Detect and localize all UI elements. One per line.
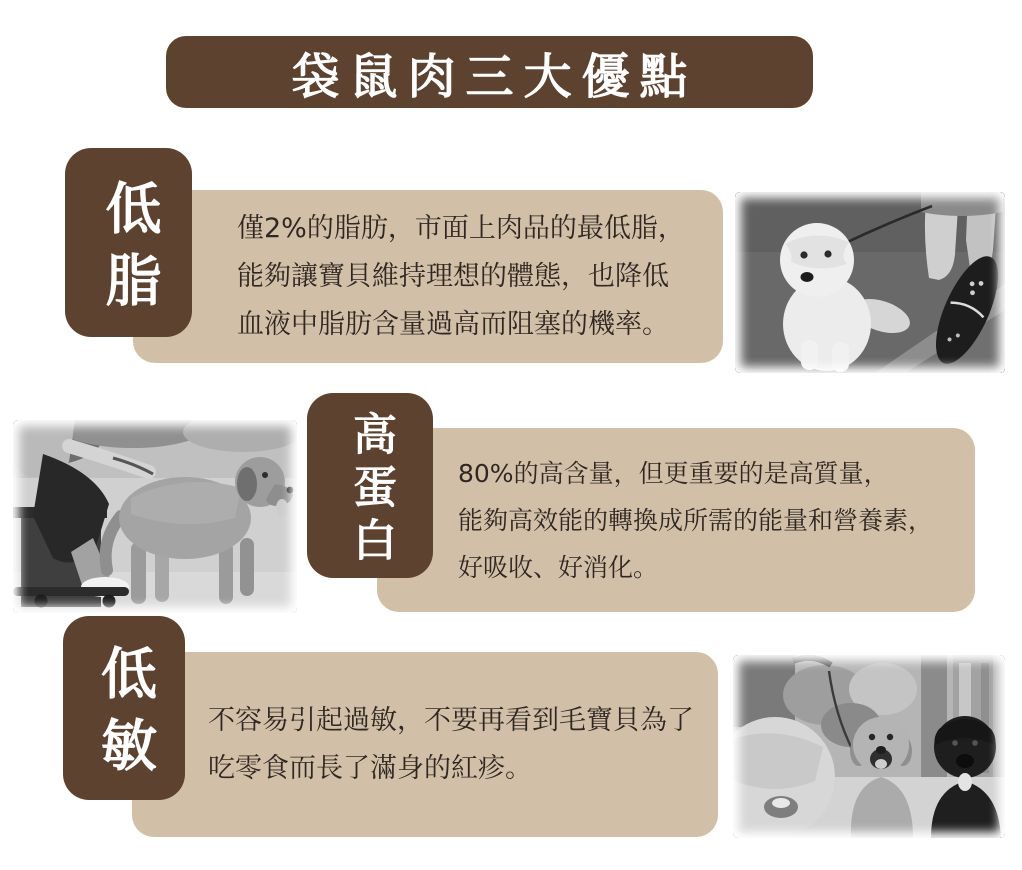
body-text-line: 好吸收、好消化。 [458,552,659,582]
photo-dog-skateboard [735,192,1005,373]
photo-retriever-grooming [13,420,297,613]
high-protein-label-text: 高蛋白 [345,410,396,570]
low-fat-label-text: 低脂 [96,178,162,323]
body-text-line: 僅2%的脂肪，市面上肉品的最低脂， [237,212,685,244]
title-banner [166,36,813,108]
retriever-grooming-illustration [13,420,297,613]
body-text-line: 能夠讓寶貝維持理想的體態，也降低 [237,260,669,292]
low-allergen-label-text: 低敏 [92,644,157,788]
page-title: 袋鼠肉三大優點 [291,48,698,105]
high-protein-label [307,393,433,578]
photo-three-dogs [733,655,1005,838]
low-allergen-label [63,616,185,800]
body-text-line: 不容易引起過敏，不要再看到毛寶貝為了 [208,704,694,736]
dog-skateboard-illustration [735,192,1005,373]
high-protein-text-box [377,428,975,612]
body-text-line: 80%的高含量，但更重要的是高質量， [458,458,889,488]
low-allergen-text-box [132,652,718,837]
body-text-line: 能夠高效能的轉換成所需的能量和營養素， [458,505,934,535]
body-text-line: 血液中脂肪含量過高而阻塞的機率。 [237,308,669,340]
low-fat-text-box [133,190,723,363]
three-dogs-illustration [733,655,1005,838]
low-fat-label [65,148,192,337]
body-text-line: 吃零食而長了滿身的紅疹。 [208,752,532,784]
